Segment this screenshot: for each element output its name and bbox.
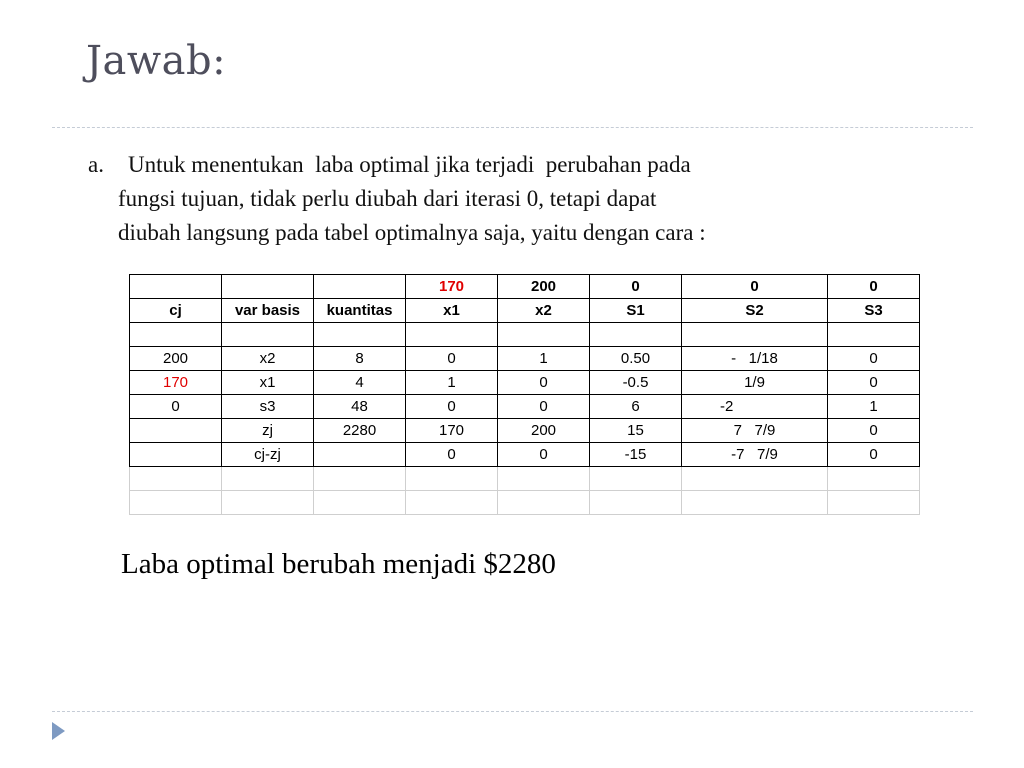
table-row: 0 s3 48 0 0 6 -2 1 — [130, 395, 920, 419]
paragraph-line-2: fungsi tujuan, tidak perlu diubah dari iterasi 0, tetapi dapat — [118, 186, 657, 211]
empty-row — [130, 491, 920, 515]
table-row: 200 x2 8 0 1 0.50 - 1/18 0 — [130, 347, 920, 371]
cost-s2: 0 — [682, 275, 828, 299]
paragraph-line-3: diubah langsung pada tabel optimalnya saja, yaitu dengan cara : — [118, 220, 706, 245]
paragraph-line-1: a. Untuk menentukan laba optimal jika terjadi perubahan pada — [88, 148, 888, 182]
answer-paragraph — [88, 148, 888, 250]
cost-s1: 0 — [590, 275, 682, 299]
top-divider — [52, 127, 973, 128]
cost-x1: 170 — [406, 275, 498, 299]
blank-row — [130, 323, 920, 347]
list-marker: a. — [88, 152, 104, 177]
simplex-table — [129, 274, 920, 515]
empty-row — [130, 467, 920, 491]
header-row: cj var basis kuantitas x1 x2 S1 S2 S3 — [130, 299, 920, 323]
play-triangle-icon[interactable] — [52, 722, 65, 740]
table-row: 170 x1 4 1 0 -0.5 1/9 0 — [130, 371, 920, 395]
zj-row: zj 2280 170 200 15 7 7/9 0 — [130, 419, 920, 443]
bottom-divider — [52, 711, 973, 712]
cost-s3: 0 — [828, 275, 920, 299]
cost-x2: 200 — [498, 275, 590, 299]
slide-title: Jawab: — [86, 38, 227, 84]
conclusion-text: Laba optimal berubah menjadi $2280 — [121, 548, 556, 580]
cj-zj-row: cj-zj 0 0 -15 -7 7/9 0 — [130, 443, 920, 467]
cost-row — [130, 275, 920, 299]
